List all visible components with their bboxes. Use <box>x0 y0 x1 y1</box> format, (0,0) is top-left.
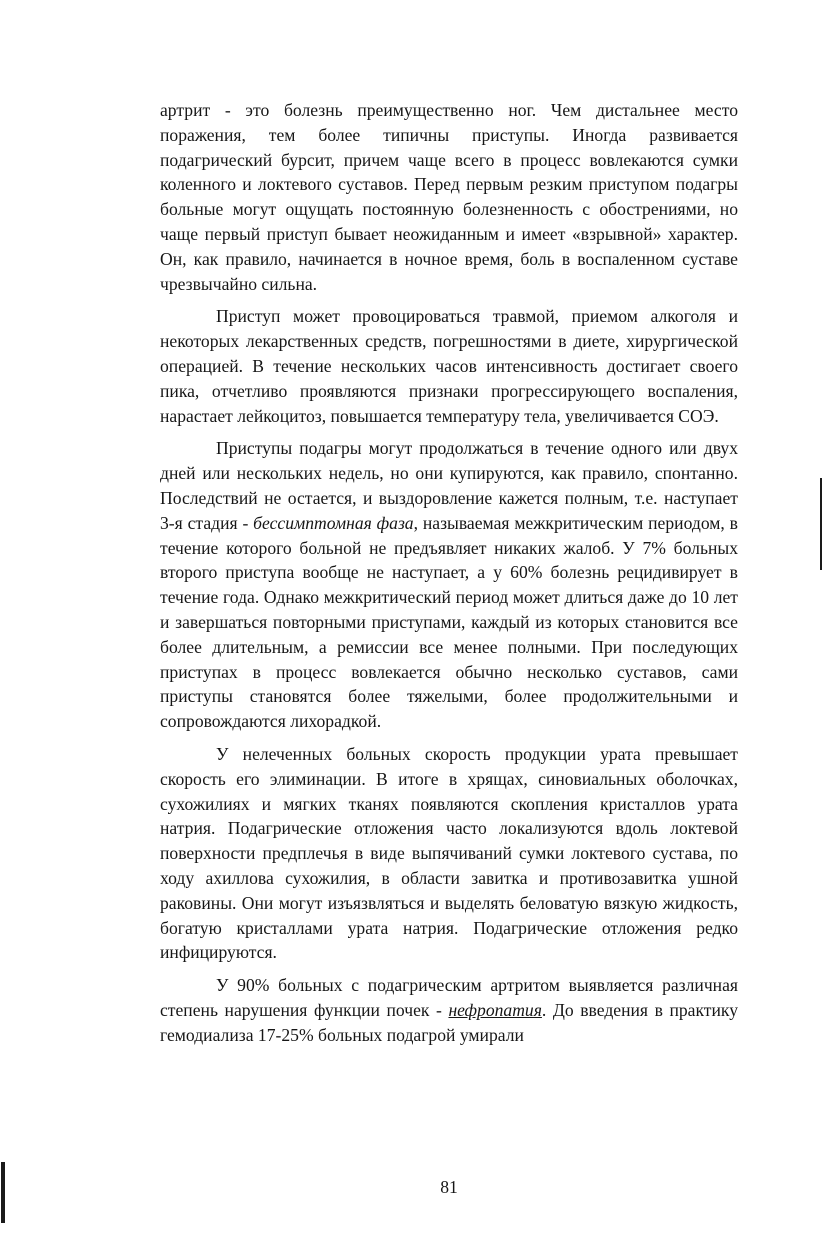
paragraph-text: . До введения в практику гемодиализа 17-25% больных подагрой умирали <box>160 999 738 1045</box>
scan-edge-mark-left <box>1 1162 5 1223</box>
paragraph-nephropathy <box>160 973 738 1047</box>
paragraph-text: Приступ может провоцироваться травмой, приемом алкоголя и некоторых лекарственных средств, погрешностями в диете, хирургической операцией. В течение нескольких часов интенсивность достигает своего пика, отчетливо проявляются признаки прогрессирующего воспаления, нарастает лейкоцитоз, повышается температуру тела, увеличивается СОЭ. <box>160 306 738 426</box>
paragraph-attack-triggers <box>160 304 738 428</box>
book-page <box>160 98 738 1197</box>
paragraph-intercritical-period <box>160 436 738 734</box>
paragraph-text: артрит - это болезнь преимущественно ног. Чем дистальнее место поражения, тем более типичны приступы. Иногда развивается подагрический бурсит, причем чаще всего в процесс вовлекаются сумки коленного и локтевого суставов. Перед первым резким приступом подагры больные могут ощущать постоянную болезненность с обострениями, но чаще первый приступ бывает неожиданным и имеет «взрывной» характер. Он, как правило, начинается в ночное время, боль в воспаленном суставе чрезвычайно сильна. <box>160 100 738 294</box>
paragraph-text: У 90% больных с подагрическим артритом выявляется различная степень нарушения функции почек - <box>160 975 738 1020</box>
paragraph-text: Приступы подагры могут продолжаться в течение одного или двух дней или нескольких недель, но они купируются, как правило, спонтанно. Последствий не остается, и выздоровление кажется полным, т.е. наступает 3-я стадия - <box>160 438 738 533</box>
paragraph-text: , называемая межкритическим периодом, в течение которого больной не предъявляет никаких жалоб. У 7% больных второго приступа вообще не наступает, а у 60% болезнь рецидивирует в течение года. Однако межкритический период может длиться даже до 10 лет и завершаться повторными приступами, каждый из которых становится все более длительным, а ремиссии все менее полными. При последующих приступах в процесс вовлекается обычно несколько суставов, сами приступы становятся более тяжелыми, более продолжительными и сопровождаются лихорадкой. <box>160 512 738 732</box>
paragraph-text: У нелеченных больных скорость продукции урата превышает скорость его элиминации. В итоге в хрящах, синовиальных оболочках, сухожилиях и мягких тканях появляются скопления кристаллов урата натрия. Подагрические отложения часто локализуются вдоль локтевой поверхности предплечья в виде выпячиваний сумки локтевого сустава, по ходу ахиллова сухожилия, в области завитка и противозавитка ушной раковины. Они могут изъязвляться и выделять беловатую вязкую жидкость, богатую кристаллами урата натрия. Подагрические отложения редко инфицируются. <box>160 743 738 963</box>
italic-underlined-term-nephropathy: нефропатия <box>448 999 542 1020</box>
paragraph-urate-deposits <box>160 742 738 965</box>
page-number: 81 <box>440 1177 458 1197</box>
italic-term-asymptomatic-phase: бессимптомная фаза <box>253 512 414 533</box>
scan-edge-mark-right <box>820 478 822 570</box>
paragraph-gout-arthritis-onset <box>160 98 738 296</box>
